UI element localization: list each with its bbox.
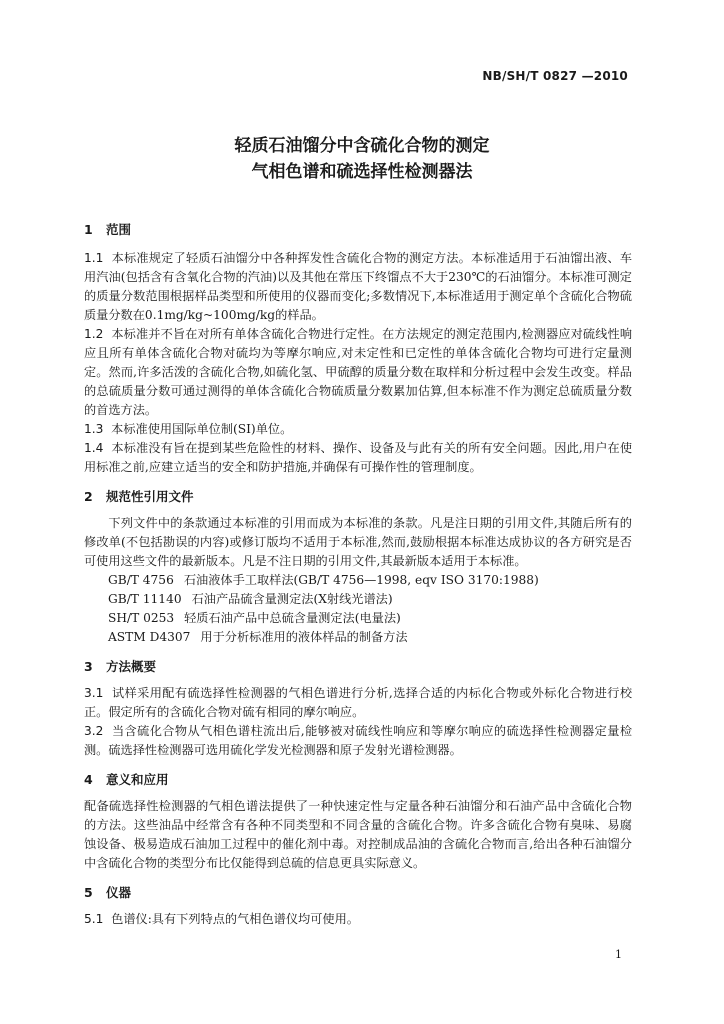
reference-item	[108, 628, 632, 647]
clause-text: 本标准并不旨在对所有单体含硫化合物进行定性。在方法规定的测定范围内,检测器应对硫线性响应且所有单体含硫化合物对硫均为等摩尔响应,对未定性和已定性的单体含硫化合物均可进行定量测定。然而,许多活泼的含硫化合物,如硫化氢、甲硫醇的质量分数在取样和分析过程中会发生改变。样品的总硫质量分数可通过测得的单体含硫化合物硫质量分数累加估算,但本标准不作为测定总硫质量分数的首选方法。	[84, 327, 633, 417]
section-title: 仪器	[106, 885, 132, 900]
standard-code: NB/SH/T 0827 —2010	[482, 69, 628, 83]
clause-5-1	[84, 910, 632, 929]
document-title-line-2: 气相色谱和硫选择性检测器法	[251, 162, 473, 182]
clause-text: 本标准规定了轻质石油馏分中各种挥发性含硫化合物的测定方法。本标准适用于石油馏出液、车用汽油(包括含有含氧化合物的汽油)以及其他在常压下终馏点不大于230℃的石油馏分。本标准可测定的质量分数范围根据样品类型和所使用的仪器而变化;多数情况下,本标准适用于测定单个含硫化合物硫质量分数在0.1mg/kg~100mg/kg的样品。	[84, 251, 633, 322]
reference-code: GB/T 11140	[108, 592, 182, 606]
clause-1-2	[84, 325, 632, 420]
reference-title: 石油液体手工取样法(GB/T 4756—1998, eqv ISO 3170:1988)	[183, 573, 539, 587]
clause-text: 色谱仪:具有下列特点的气相色谱仪均可使用。	[111, 912, 359, 926]
section-number: 5	[84, 885, 93, 900]
reference-title: 石油产品硫含量测定法(X射线光谱法)	[191, 592, 393, 606]
section-number: 3	[84, 659, 93, 674]
reference-item	[108, 571, 632, 590]
clause-text: 当含硫化合物从气相色谱柱流出后,能够被对硫线性响应和等摩尔响应的硫选择性检测器定量检测。硫选择性检测器可选用硫化学发光检测器和原子发射光谱检测器。	[84, 724, 633, 757]
clause-number: 1.1	[84, 251, 104, 265]
section-number: 2	[84, 489, 93, 504]
clause-text: 本标准使用国际单位制(SI)单位。	[111, 422, 293, 436]
clause-3-1	[84, 684, 632, 722]
section-title: 范围	[106, 222, 132, 237]
clause-1-3	[84, 420, 632, 439]
section-number: 1	[84, 222, 93, 237]
section-4-paragraph: 配备硫选择性检测器的气相色谱法提供了一种快速定性与定量各种石油馏分和石油产品中含硫化合物的方法。这些油品中经常含有各种不同类型和不同含量的含硫化合物。许多含硫化合物有臭味、易腐蚀设备、极易造成石油加工过程中的催化剂中毒。对控制成品油的含硫化合物而言,给出各种石油馏分中含硫化合物的类型分布比仅能得到总硫的信息更具实际意义。	[84, 799, 632, 870]
reference-code: SH/T 0253	[108, 611, 175, 625]
reference-item	[108, 590, 632, 609]
clause-number: 1.2	[84, 327, 104, 341]
section-5-heading	[84, 883, 632, 902]
clause-number: 3.2	[84, 724, 104, 738]
reference-item	[108, 609, 632, 628]
normative-reference-list	[84, 571, 632, 647]
page-number: 1	[615, 948, 622, 961]
reference-title: 轻质石油产品中总硫含量测定法(电量法)	[184, 611, 401, 625]
clause-1-4	[84, 439, 632, 477]
clause-number: 1.4	[84, 441, 104, 455]
section-title: 意义和应用	[106, 772, 169, 787]
document-title-line-1: 轻质石油馏分中含硫化合物的测定	[234, 136, 490, 156]
section-2-intro: 下列文件中的条款通过本标准的引用而成为本标准的条款。凡是注日期的引用文件,其随后所有的修改单(不包括勘误的内容)或修订版均不适用于本标准,然而,鼓励根据本标准达成协议的各方研究是否可使用这些文件的最新版本。凡是不注日期的引用文件,其最新版本适用于本标准。	[84, 516, 632, 568]
clause-3-2	[84, 722, 632, 760]
section-4-heading	[84, 770, 632, 789]
section-3-heading	[84, 657, 632, 676]
section-title: 方法概要	[106, 659, 157, 674]
reference-title: 用于分析标准用的液体样品的制备方法	[200, 630, 408, 644]
section-1-heading	[84, 220, 632, 239]
reference-code: ASTM D4307	[108, 630, 191, 644]
clause-number: 5.1	[84, 912, 104, 926]
clause-number: 1.3	[84, 422, 104, 436]
clause-1-1	[84, 249, 632, 325]
reference-code: GB/T 4756	[108, 573, 174, 587]
section-title: 规范性引用文件	[106, 489, 194, 504]
document-body	[84, 220, 632, 929]
section-2-heading	[84, 487, 632, 506]
section-number: 4	[84, 772, 93, 787]
clause-number: 3.1	[84, 686, 104, 700]
clause-text: 本标准没有旨在提到某些危险性的材料、操作、设备及与此有关的所有安全问题。因此,用户在使用标准之前,应建立适当的安全和防护措施,并确保有可操作性的管理制度。	[84, 441, 633, 474]
clause-text: 试样采用配有硫选择性检测器的气相色谱进行分析,选择合适的内标化合物或外标化合物进行校正。假定所有的含硫化合物对硫有相同的摩尔响应。	[84, 686, 633, 719]
